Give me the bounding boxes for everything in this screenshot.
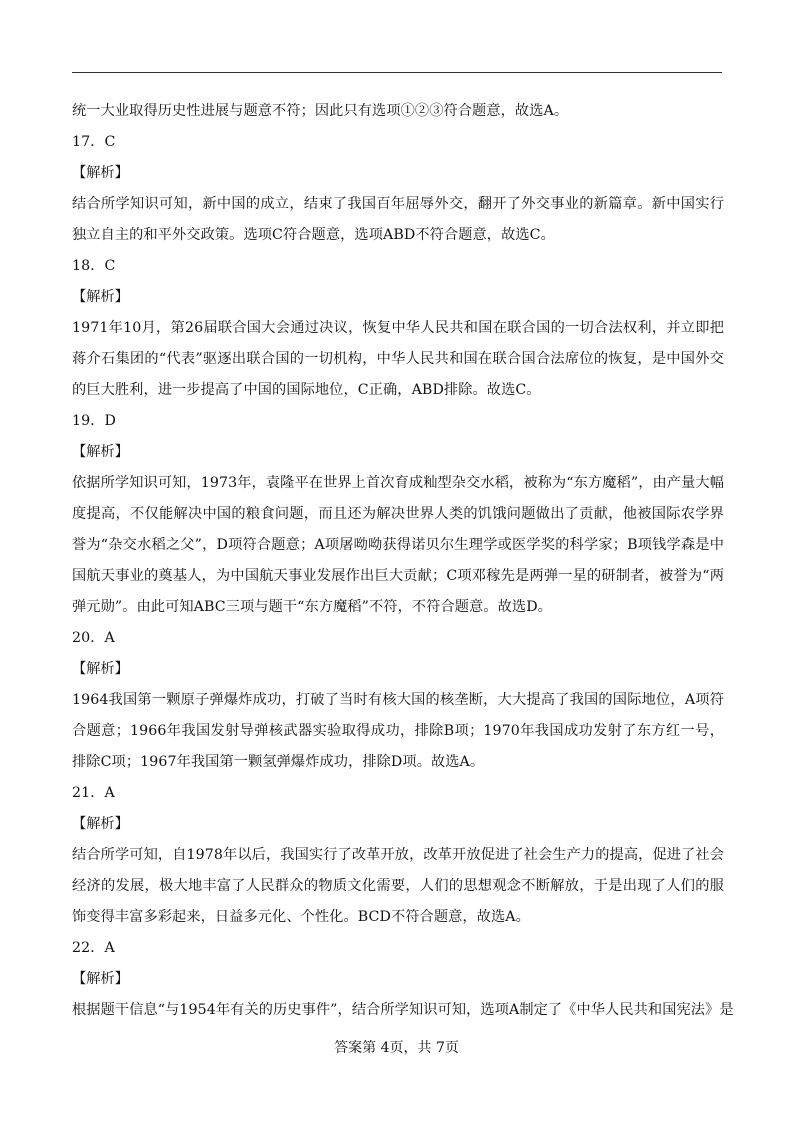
page-footer: 答案第 4页，共 7页: [334, 1040, 459, 1056]
analysis-line-22: 根据题干信息“与1954年有关的历史事件”，结合所学知识可知，选项A制定了《中华人民共和国宪法》是: [72, 1002, 734, 1018]
question-number-17: 17．C: [72, 134, 116, 150]
analysis-tag-21: 【解析】: [72, 816, 129, 832]
analysis-paragraph-19: 依据所学知识可知，1973年，袁隆平在世界上首次育成籼型杂交水稻，被称为“东方魔稻”，由产量大幅度提高，不仅能解决中国的粮食问题，而且还为解决世界人类的饥饿问题做出了贡献，他被国际农学界誉为“杂交水稻之父”，D项符合题意；A项屠呦呦获得诺贝尔生理学或医学奖的科学家；B项钱学森是中国航天事业的奠基人，为中国航天事业发展作出巨大贡献；C项邓稼先是两弹一星的研制者，被誉为“两弹元勋”。由此可知ABC三项与题干“东方魔稻”不符，不符合题意。故选D。: [72, 475, 724, 615]
continued-text-line: 统一大业取得历史性进展与题意不符；因此只有选项①②③符合题意，故选A。: [72, 103, 569, 119]
analysis-paragraph-20: 1964我国第一颗原子弹爆炸成功，打破了当时有核大国的核垄断，大大提高了我国的国际地位，A项符合题意；1966年我国发射导弹核武器实验取得成功，排除B项；1970年我国成功发射了东方红一号，排除C项；1967年我国第一颗氢弹爆炸成功，排除D项。故选A。: [72, 692, 724, 770]
question-number-21: 21．A: [72, 785, 115, 801]
analysis-tag-22: 【解析】: [72, 971, 129, 987]
analysis-paragraph-17: 结合所学知识可知，新中国的成立，结束了我国百年屈辱外交，翻开了外交事业的新篇章。新中国实行独立自主的和平外交政策。选项C符合题意，选项ABD不符合题意，故选C。: [72, 196, 724, 243]
analysis-paragraph-18: 1971年10月，第26届联合国大会通过决议，恢复中华人民共和国在联合国的一切合法权利，并立即把蒋介石集团的“代表”驱逐出联合国的一切机构，中华人民共和国在联合国合法席位的恢复，是中国外交的巨大胜利，进一步提高了中国的国际地位，C正确，ABD排除。故选C。: [72, 320, 724, 398]
question-number-19: 19．D: [72, 413, 117, 429]
analysis-tag-19: 【解析】: [72, 444, 129, 460]
question-number-22: 22．A: [72, 940, 115, 956]
analysis-tag-18: 【解析】: [72, 289, 129, 305]
answer-content: [72, 96, 734, 1026]
header-rule: [72, 72, 722, 73]
question-number-18: 18．C: [72, 258, 116, 274]
question-number-20: 20．A: [72, 630, 115, 646]
analysis-paragraph-21: 结合所学可知，自1978年以后，我国实行了改革开放，改革开放促进了社会生产力的提高，促进了社会经济的发展，极大地丰富了人民群众的物质文化需要，人们的思想观念不断解放，于是出现了人们的服饰变得丰富多彩起来，日益多元化、个性化。BCD不符合题意，故选A。: [72, 847, 724, 925]
analysis-tag-17: 【解析】: [72, 165, 129, 181]
analysis-tag-20: 【解析】: [72, 661, 129, 677]
